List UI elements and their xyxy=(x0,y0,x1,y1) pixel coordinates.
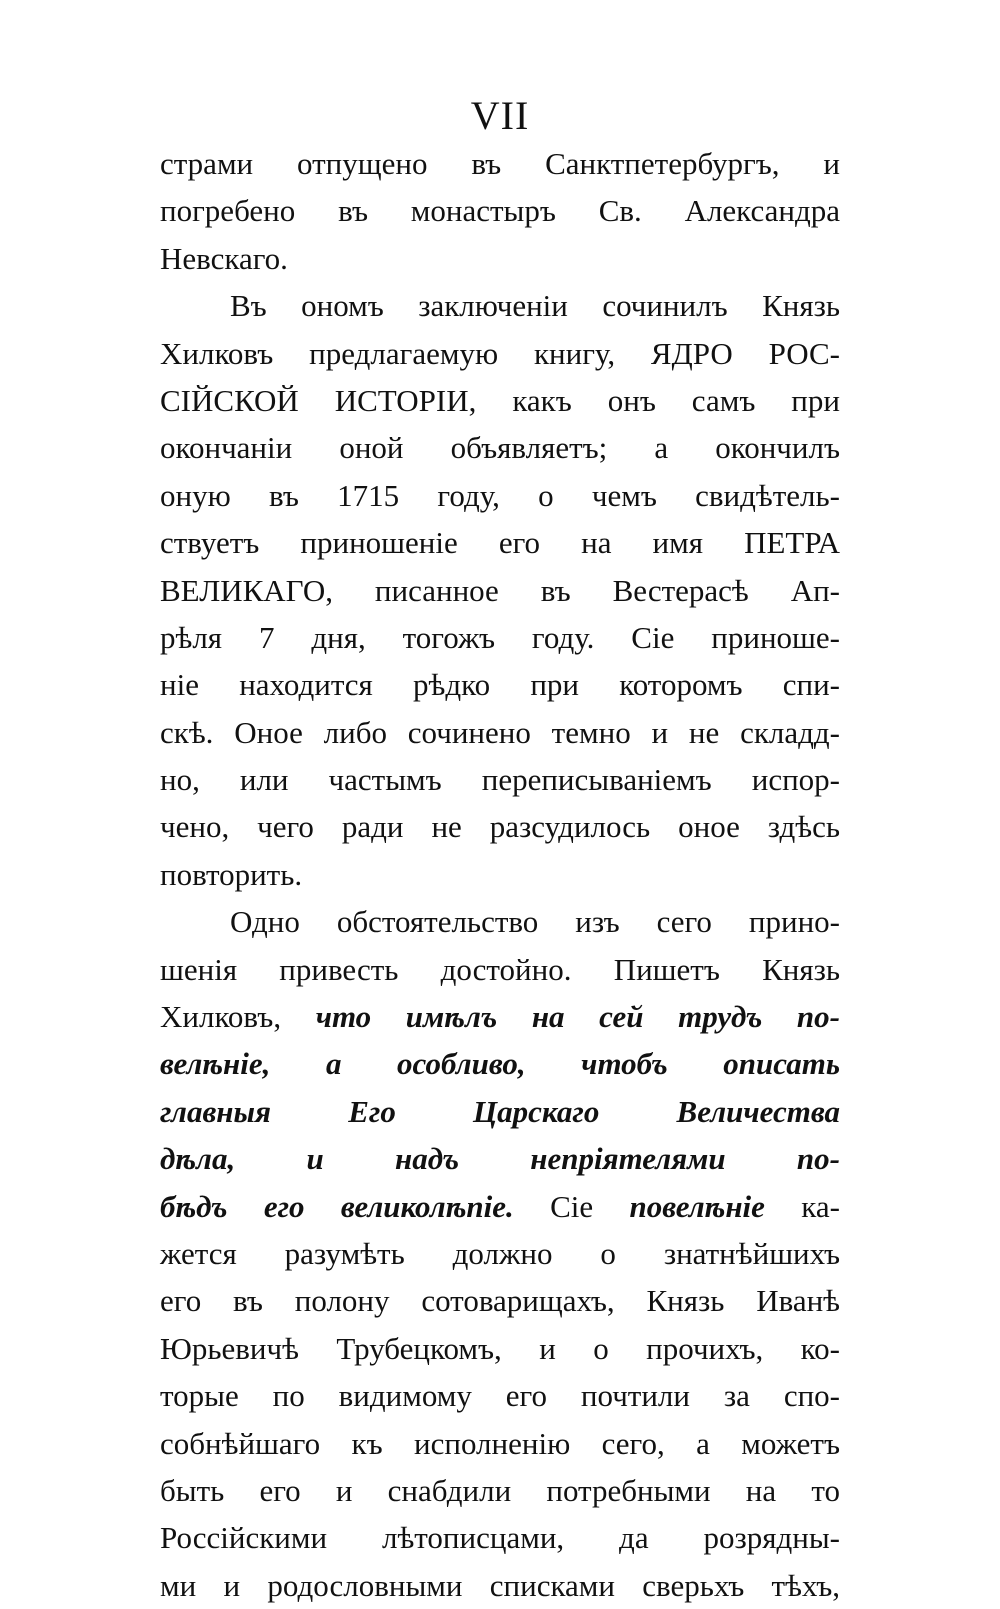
text-line xyxy=(160,614,840,661)
text-segment: ми и родословными списками сверьхъ тѣхъ, xyxy=(160,1567,840,1603)
text-segment: страми отпущено въ Санктпетербургъ, и xyxy=(160,146,840,181)
text-segment: СІЙСКОЙ ИСТОРІИ, какъ онъ самъ при xyxy=(160,382,840,418)
text-line xyxy=(160,424,840,471)
text-line xyxy=(160,661,840,708)
text-segment: Хилковъ предлагаемую книгу, ЯДРО РОС- xyxy=(160,335,840,371)
text-segment: Невскаго. xyxy=(160,240,288,276)
text-segment: Юрьевичѣ Трубецкомъ, и о прочихъ, ко- xyxy=(160,1330,840,1366)
italic-text: дѣла, и надъ непріятелями по- xyxy=(160,1141,840,1177)
text-segment: торые по видимому его почтили за спо- xyxy=(160,1378,840,1414)
text-segment: рѣля 7 дня, тогожъ году. Сіе приноше- xyxy=(160,619,840,655)
text-segment: ніе находится рѣдко при которомъ спи- xyxy=(160,667,840,703)
text-segment: но, или частымъ переписываніемъ испор- xyxy=(160,762,840,798)
text-line xyxy=(160,1277,840,1324)
body-text xyxy=(160,140,840,1609)
italic-text: повелѣніе xyxy=(629,1188,765,1224)
text-segment: скѣ. Оное либо сочинено темно и не складд- xyxy=(160,714,840,750)
text-line xyxy=(160,1372,840,1419)
text-line xyxy=(160,851,840,898)
text-line xyxy=(160,472,840,519)
text-line xyxy=(160,993,840,1040)
text-line xyxy=(160,756,840,803)
text-line xyxy=(160,567,840,614)
text-segment: погребено въ монастыръ Св. Александра xyxy=(160,193,840,229)
text-line xyxy=(160,140,840,187)
text-segment: ствуетъ приношеніе его на имя ПЕТРА xyxy=(160,525,840,561)
text-segment: Сіе xyxy=(513,1188,630,1224)
text-segment: ка- xyxy=(764,1188,840,1224)
text-line xyxy=(160,1467,840,1514)
italic-text: бѣдъ его великолѣпіе. xyxy=(160,1188,514,1224)
italic-text: главныя Его Царскаго Величества xyxy=(160,1093,840,1129)
text-line xyxy=(160,898,840,945)
text-segment: его въ полону сотоварищахъ, Князь Иванѣ xyxy=(160,1283,840,1319)
text-line xyxy=(160,1183,840,1230)
italic-text: велѣніе, а особливо, чтобъ описать xyxy=(160,1046,840,1082)
text-line xyxy=(160,1040,840,1087)
text-line xyxy=(160,187,840,234)
text-line xyxy=(160,282,840,329)
text-line xyxy=(160,803,840,850)
text-segment: Хилковъ, xyxy=(160,999,316,1035)
text-line xyxy=(160,377,840,424)
text-line xyxy=(160,946,840,993)
text-line xyxy=(160,1514,840,1561)
text-line xyxy=(160,709,840,756)
text-segment: Россійскими лѣтописцами, да розрядны- xyxy=(160,1520,840,1556)
page-number: VII xyxy=(470,93,530,138)
text-line xyxy=(160,1230,840,1277)
text-segment: оную въ 1715 году, о чемъ свидѣтель- xyxy=(160,477,840,513)
text-segment: Одно обстоятельство изъ сего прино- xyxy=(230,904,840,940)
text-line xyxy=(160,1135,840,1182)
text-line xyxy=(160,1562,840,1609)
text-line xyxy=(160,1420,840,1467)
text-segment: быть его и снабдили потребными на то xyxy=(160,1472,840,1508)
text-line xyxy=(160,1325,840,1372)
text-segment: окончаніи оной объявляетъ; а окончилъ xyxy=(160,430,840,466)
text-segment: ВЕЛИКАГО, писанное въ Вестерасѣ Ап- xyxy=(160,572,840,608)
text-line xyxy=(160,519,840,566)
text-segment: шенія привесть достойно. Пишетъ Князь xyxy=(160,951,840,987)
text-segment: жется разумѣть должно о знатнѣйшихъ xyxy=(160,1235,840,1271)
text-line xyxy=(160,330,840,377)
text-segment: повторить. xyxy=(160,856,303,892)
text-line xyxy=(160,235,840,282)
text-line xyxy=(160,1088,840,1135)
text-segment: собнѣйшаго къ исполненію сего, а можетъ xyxy=(160,1425,840,1461)
italic-text: что имѣлъ на сей трудъ по- xyxy=(315,999,840,1035)
text-segment: Въ ономъ заключеніи сочинилъ Князь xyxy=(230,288,840,324)
text-segment: чено, чего ради не разсудилось оное здѣсь xyxy=(160,809,840,845)
